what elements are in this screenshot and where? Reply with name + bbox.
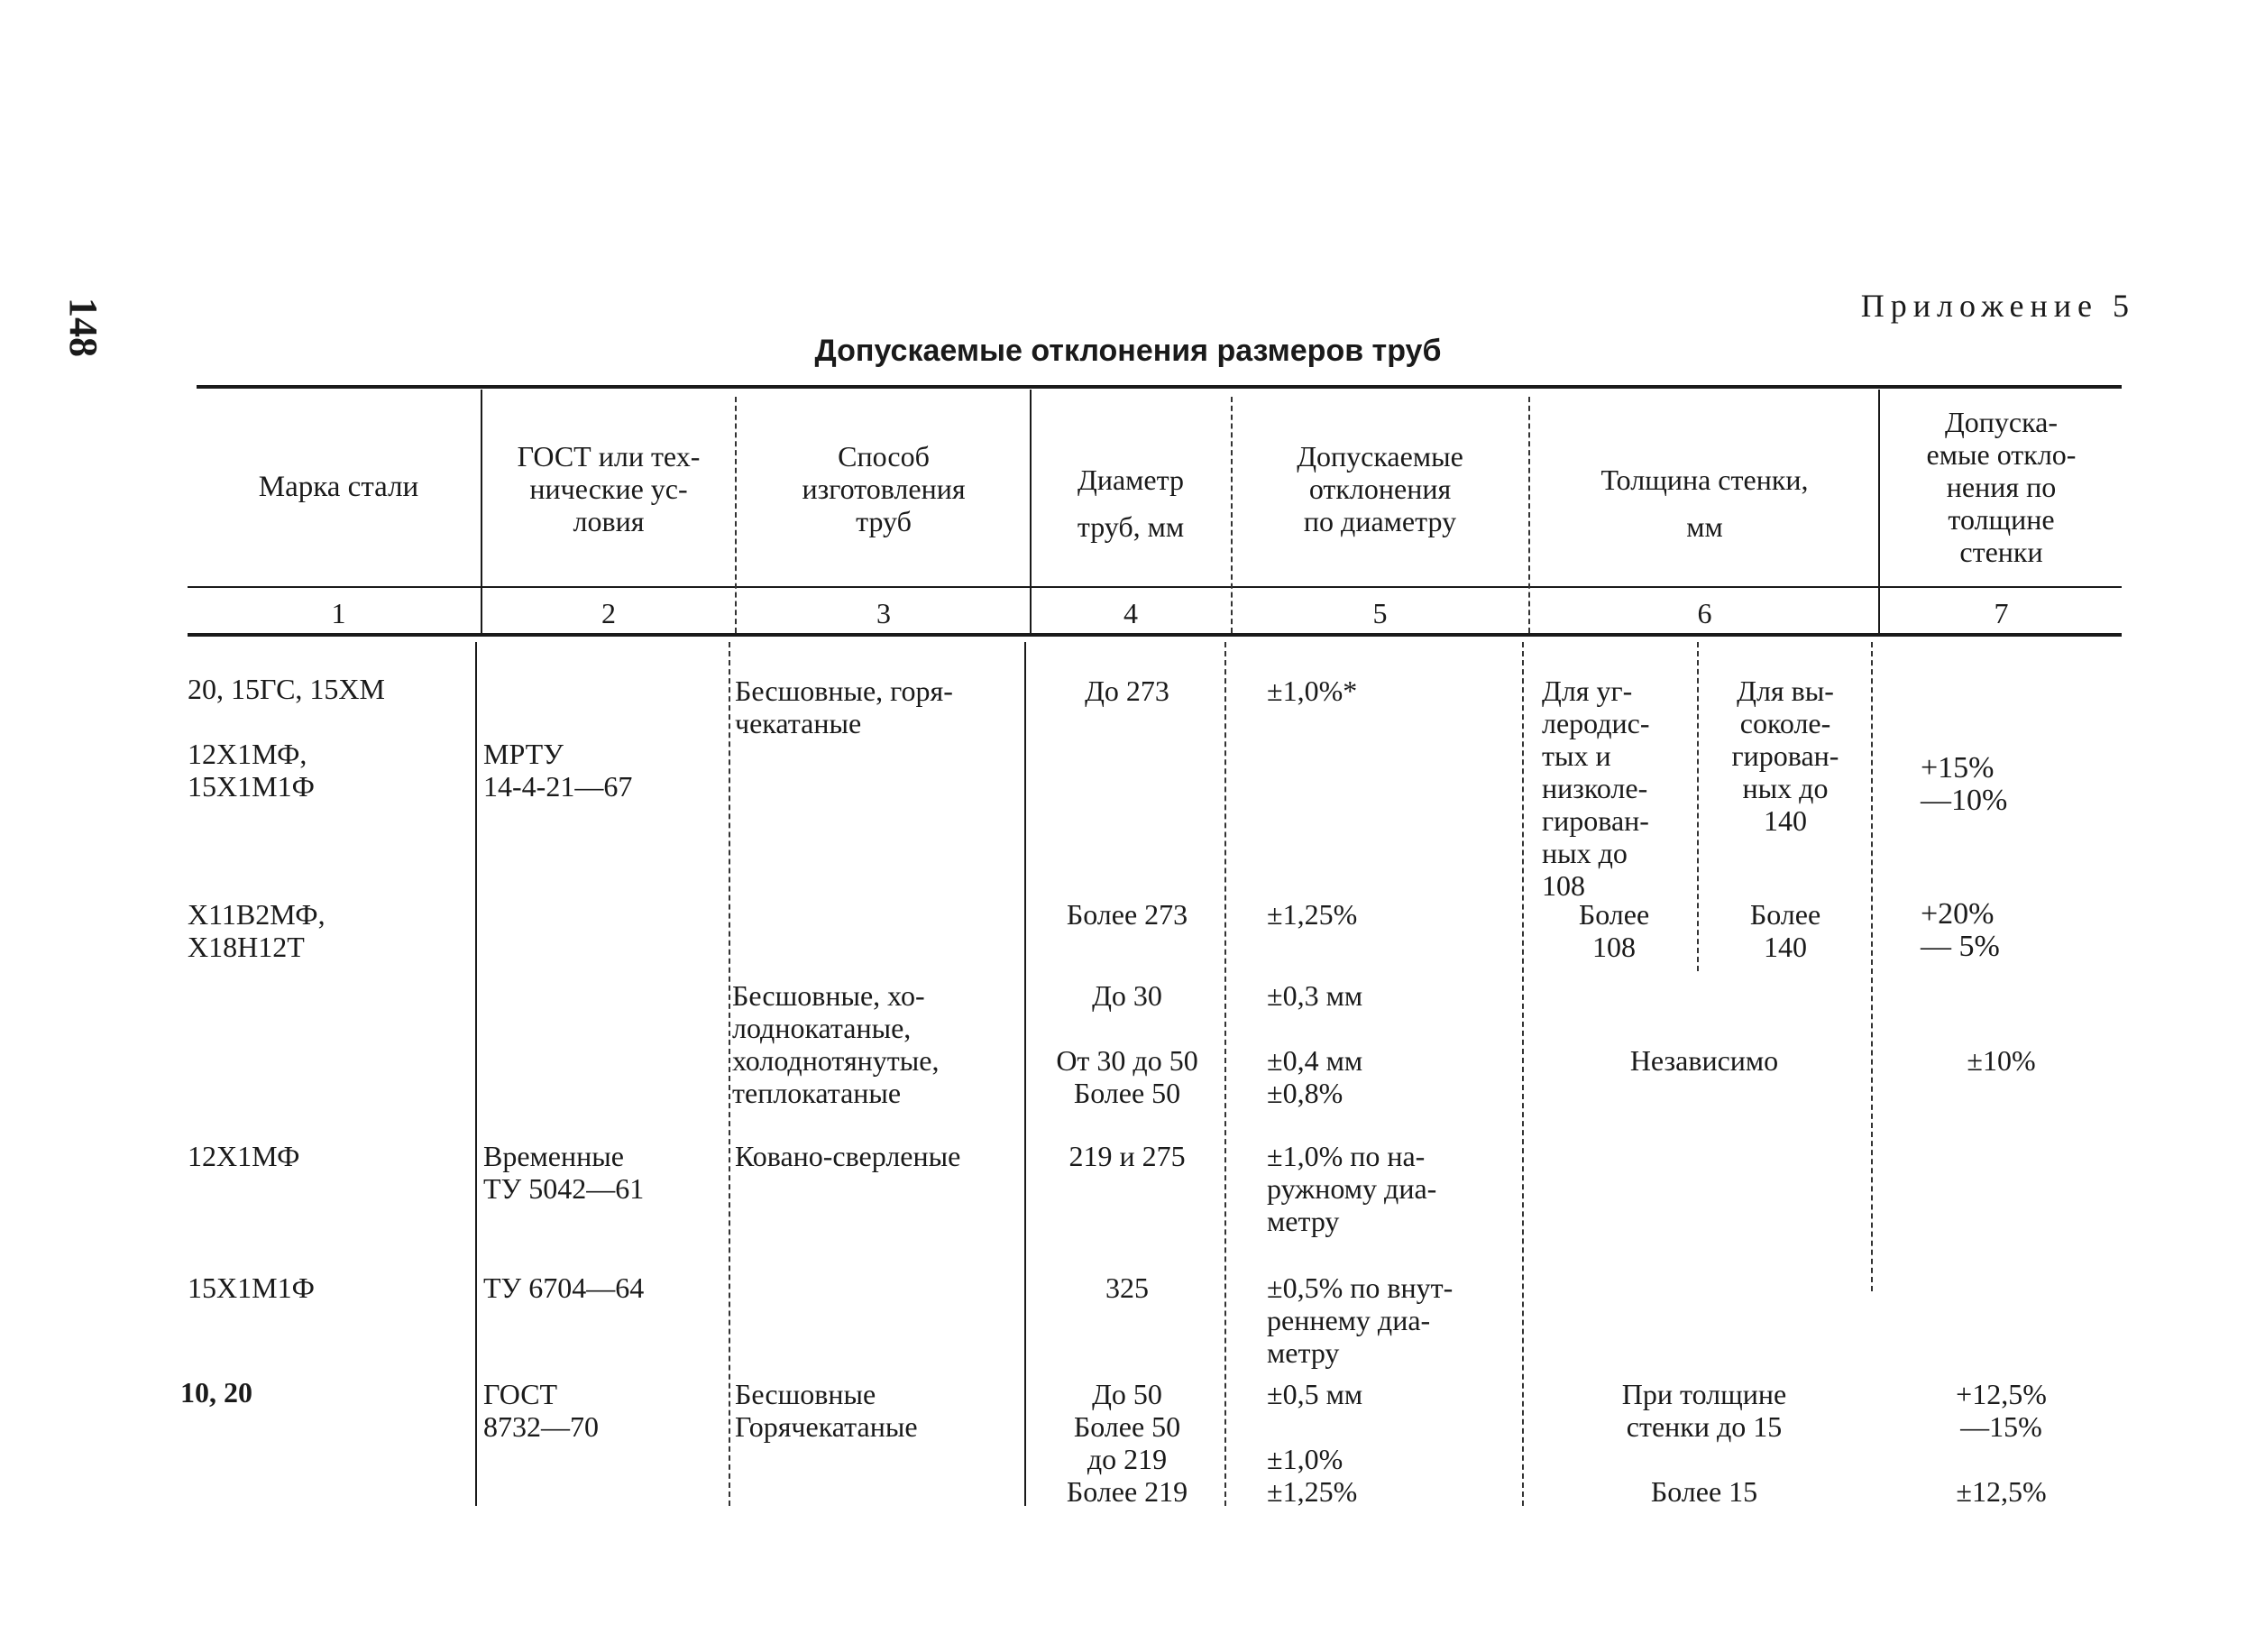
deviation-row3: ±1,25%	[1267, 898, 1358, 931]
appendix-label: Приложение 5	[1860, 288, 2135, 324]
header-diameter: Диаметр труб, мм	[1077, 463, 1185, 543]
header-wall-thickness: Толщина стенки, мм	[1600, 463, 1809, 543]
colnum-bottom-rule	[188, 633, 2122, 637]
steel-grade-row6: 15Х1М1Ф	[188, 1271, 315, 1304]
header-steel-grade: Марка стали	[258, 471, 419, 503]
thickness-tolerance-row2: +15% —10%	[1921, 751, 2008, 817]
steel-grade-row7: 10, 20	[180, 1376, 252, 1409]
thickness-tolerance-row7a: +12,5% —15%	[1956, 1378, 2047, 1443]
thickness-alloy-row3: Более 140	[1749, 898, 1821, 963]
steel-grade-row2: 12Х1МФ, 15Х1М1Ф	[188, 738, 315, 803]
colnum-6: 6	[1697, 597, 1712, 629]
deviation-row7b: ±1,0% ±1,25%	[1267, 1443, 1358, 1508]
thickness-alloy-row2: Для вы- соколе- гирован- ных до 140	[1731, 675, 1839, 837]
colnum-3: 3	[876, 597, 891, 629]
diameter-row6: 325	[1105, 1271, 1149, 1304]
body-divider-2	[729, 642, 730, 1506]
steel-grade-row1: 20, 15ГС, 15ХМ	[188, 673, 385, 705]
deviation-row7a: ±0,5 мм	[1267, 1378, 1363, 1410]
body-divider-6	[1871, 642, 1873, 1291]
steel-grade-row3: Х11В2МФ, Х18Н12Т	[188, 898, 326, 963]
page-number: 148	[61, 298, 105, 357]
diameter-row4b: От 30 до 50 Более 50	[1056, 1044, 1198, 1109]
col-divider-5	[1528, 397, 1530, 633]
gost-row2: МРТУ 14-4-21—67	[483, 738, 633, 803]
colnum-1: 1	[331, 597, 346, 629]
deviation-row5: ±1,0% по на- ружному диа- метру	[1267, 1140, 1437, 1237]
method-row7: Бесшовные Горячекатаные	[735, 1378, 918, 1443]
method-row1: Бесшовные, горя- чекатаные	[735, 675, 953, 739]
col-divider-2	[735, 397, 737, 633]
steel-grade-row5: 12Х1МФ	[188, 1140, 300, 1172]
col-divider-3	[1030, 390, 1032, 633]
colnum-4: 4	[1123, 597, 1138, 629]
table-title: Допускаемые отклонения размеров труб	[814, 334, 1442, 368]
deviation-row1: ±1,0%*	[1267, 675, 1358, 707]
thickness-row4: Независимо	[1629, 1044, 1779, 1077]
thickness-row7a: При толщине стенки до 15	[1621, 1378, 1787, 1443]
header-thickness-deviation: Допуска- емые откло- нения по толщине стенки	[1926, 406, 2077, 568]
thickness-row7b: Более 15	[1650, 1475, 1758, 1508]
gost-row5: Временные ТУ 5042—61	[483, 1140, 645, 1205]
col-divider-1	[481, 390, 482, 633]
colnum-5: 5	[1372, 597, 1388, 629]
col-divider-4	[1231, 397, 1233, 633]
deviation-row4a: ±0,3 мм	[1267, 979, 1363, 1012]
header-bottom-rule	[188, 586, 2122, 588]
diameter-row1: До 273	[1085, 675, 1169, 707]
header-diameter-deviation: Допускаемые отклонения по диаметру	[1297, 440, 1463, 537]
diameter-row5: 219 и 275	[1068, 1140, 1186, 1172]
colnum-2: 2	[601, 597, 616, 629]
thickness-tolerance-row3: +20% — 5%	[1921, 897, 2000, 963]
gost-row7: ГОСТ 8732—70	[483, 1378, 599, 1443]
gost-row6: ТУ 6704—64	[483, 1271, 645, 1304]
thickness-split-divider	[1697, 642, 1699, 971]
header-method: Способ изготовления труб	[802, 440, 966, 537]
thickness-tolerance-row4: ±10%	[1967, 1044, 2036, 1077]
thickness-carbon-row2: Для уг- леродис- тых и низколе- гирован- ных до 108	[1542, 675, 1650, 902]
deviation-row4b: ±0,4 мм ±0,8%	[1267, 1044, 1363, 1109]
header-gost: ГОСТ или тех- нические ус- ловия	[517, 440, 701, 537]
diameter-row4a: До 30	[1092, 979, 1162, 1012]
method-row5: Ковано-сверленые	[735, 1140, 961, 1172]
diameter-row7: До 50 Более 50 до 219 Более 219	[1066, 1378, 1188, 1508]
col-divider-6	[1878, 390, 1880, 633]
diameter-row3: Более 273	[1066, 898, 1188, 931]
thickness-carbon-row3: Более 108	[1578, 898, 1650, 963]
thickness-tolerance-row7b: ±12,5%	[1956, 1475, 2047, 1508]
colnum-7: 7	[1994, 597, 2009, 629]
body-divider-5	[1522, 642, 1524, 1506]
deviation-row6: ±0,5% по внут- реннему диа- метру	[1267, 1271, 1454, 1369]
method-row4: Бесшовные, хо- лоднокатаные, холоднотянутые, теплокатаные	[732, 979, 940, 1109]
table-top-rule	[197, 385, 2122, 389]
